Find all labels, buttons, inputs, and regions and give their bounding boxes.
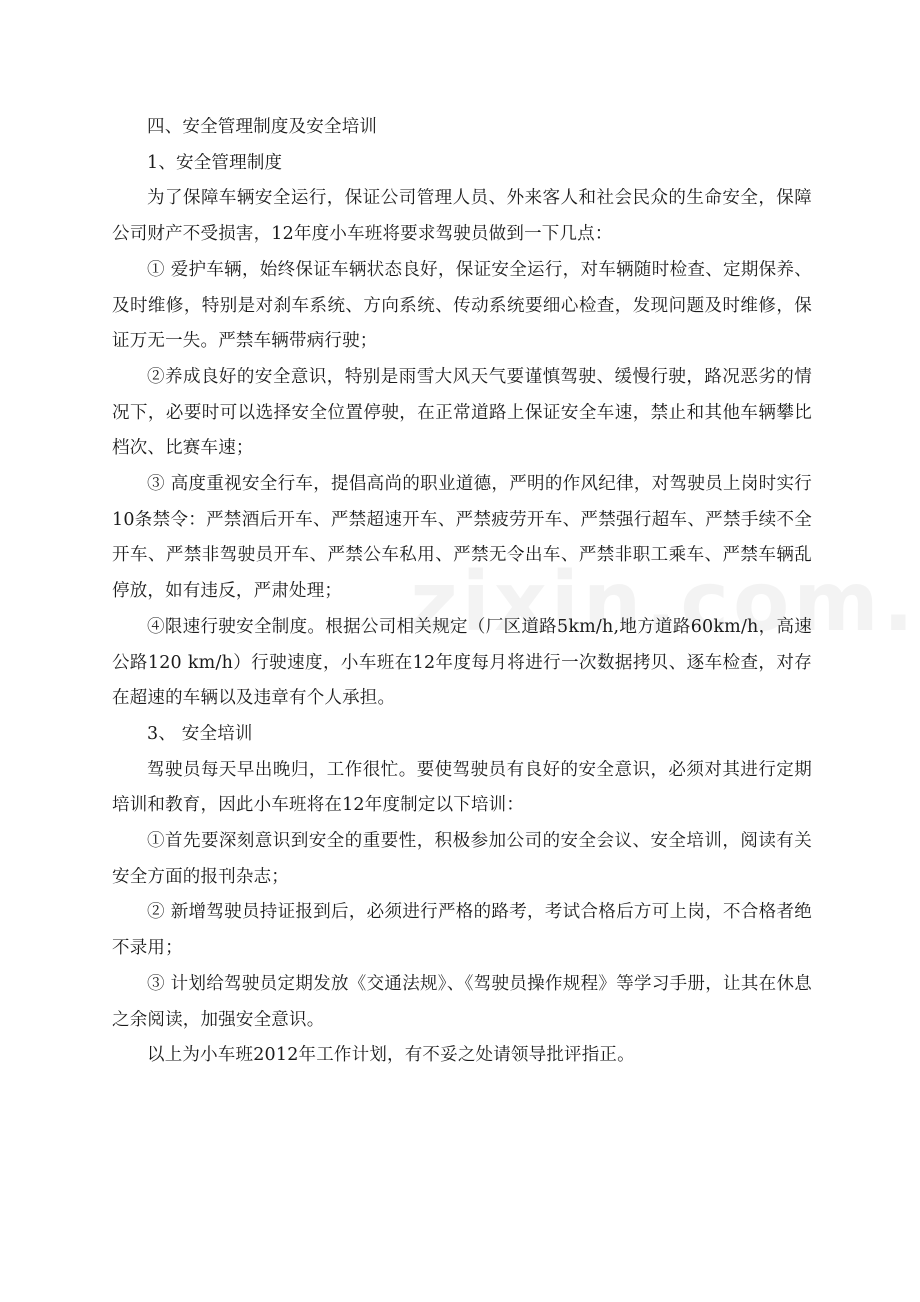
paragraph-item-2: ②养成良好的安全意识，特别是雨雪大风天气要谨慎驾驶、缓慢行驶，路况恶劣的情况下，必要时可以选择安全位置停驶，在正常道路上保证安全车速，禁止和其他车辆攀比档次、比赛车速； bbox=[112, 366, 812, 459]
paragraph-closing: 以上为小车班2012年工作计划，有不妥之处请领导批评指正。 bbox=[147, 1045, 635, 1066]
document-body bbox=[112, 110, 812, 1074]
section-heading-4: 四、安全管理制度及安全培训 bbox=[147, 117, 378, 137]
subsection-heading-1: 1、安全管理制度 bbox=[147, 152, 283, 173]
paragraph-item-1: ① 爱护车辆，始终保证车辆状态良好，保证安全运行，对车辆随时检查、定期保养、及时维修，特别是对刹车系统、方向系统、传动系统要细心检查，发现问题及时维修，保证万无一失。严禁车辆带病行驶； bbox=[112, 259, 812, 352]
paragraph-training-1: ①首先要深刻意识到安全的重要性，积极参加公司的安全会议、安全培训，阅读有关安全方面的报刊杂志； bbox=[112, 831, 812, 887]
paragraph-intro: 为了保障车辆安全运行，保证公司管理人员、外来客人和社会民众的生命安全，保障公司财产不受损害，12年度小车班将要求驾驶员做到一下几点： bbox=[112, 188, 812, 245]
paragraph-item-3: ③ 高度重视安全行车，提倡高尚的职业道德，严明的作风纪律，对驾驶员上岗时实行10条禁令：严禁酒后开车、严禁超速开车、严禁疲劳开车、严禁强行超车、严禁手续不全开车、严禁非驾驶员开车、严禁公车私用、严禁无令出车、严禁非职工乘车、严禁车辆乱停放，如有违反，严肃处理； bbox=[112, 474, 812, 602]
subsection-heading-3: 3、 安全培训 bbox=[147, 723, 253, 744]
paragraph-training-2: ② 新增驾驶员持证报到后，必须进行严格的路考，考试合格后方可上岗，不合格者绝不录用； bbox=[112, 902, 812, 959]
paragraph-item-4: ④限速行驶安全制度。根据公司相关规定（厂区道路5km/h,地方道路60km/h，高速公路120 km/h）行驶速度，小车班在12年度每月将进行一次数据拷贝、逐车检查，对存在超速的车辆以及违章有个人承担。 bbox=[112, 616, 812, 709]
paragraph-training-intro: 驾驶员每天早出晚归，工作很忙。要使驾驶员有良好的安全意识，必须对其进行定期培训和教育，因此小车班将在12年度制定以下培训： bbox=[112, 759, 812, 816]
paragraph-training-3: ③ 计划给驾驶员定期发放《交通法规》、《驾驶员操作规程》等学习手册，让其在休息之余阅读，加强安全意识。 bbox=[112, 973, 812, 1030]
